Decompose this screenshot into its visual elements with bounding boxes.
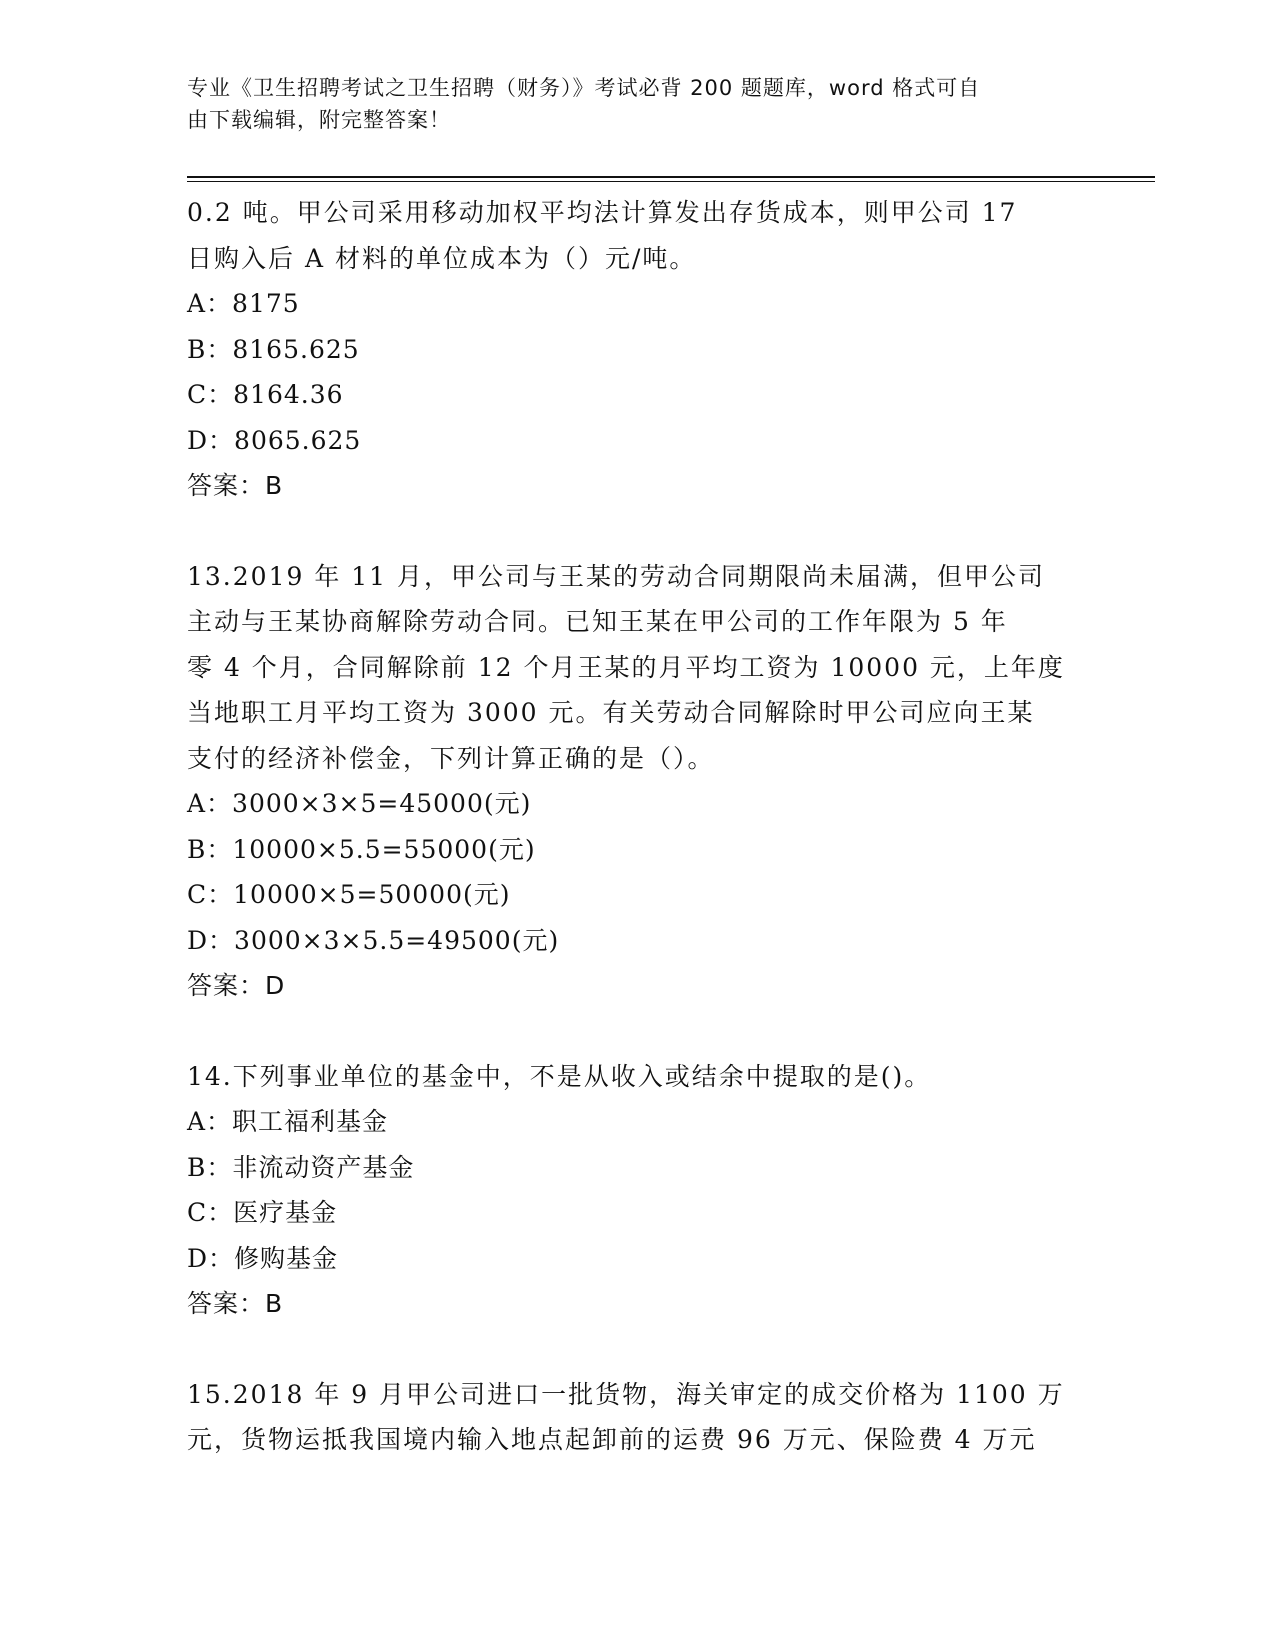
option-b: B：非流动资产基金 bbox=[187, 1152, 415, 1182]
header-line-1: 专业《卫生招聘考试之卫生招聘（财务）》考试必背 200 题题库，word 格式可自 bbox=[187, 76, 981, 100]
question-14 bbox=[187, 1054, 1087, 1327]
question-text-line: 支付的经济补偿金，下列计算正确的是（）。 bbox=[187, 743, 715, 773]
question-12 bbox=[187, 190, 1087, 509]
question-text-line: 日购入后 A 材料的单位成本为（）元/吨。 bbox=[187, 243, 697, 273]
option-c: C：8164.36 bbox=[187, 380, 344, 409]
header-divider-thick bbox=[187, 176, 1155, 178]
answer: 答案：B bbox=[187, 1289, 284, 1318]
option-a: A：职工福利基金 bbox=[187, 1107, 389, 1136]
answer: 答案：B bbox=[187, 471, 284, 500]
option-c: C：10000×5=50000(元) bbox=[187, 880, 511, 909]
question-text-line: 13.2019 年 11 月，甲公司与王某的劳动合同期限尚未届满，但甲公司 bbox=[187, 561, 1046, 591]
spacer bbox=[187, 1009, 1087, 1054]
document-header bbox=[187, 72, 1067, 136]
question-text-line: 元，货物运抵我国境内输入地点起卸前的运费 96 万元、保险费 4 万元 bbox=[187, 1425, 1037, 1454]
option-a: A：8175 bbox=[187, 289, 300, 318]
option-d: D：修购基金 bbox=[187, 1243, 339, 1273]
answer: 答案：D bbox=[187, 971, 286, 1000]
option-b: B：10000×5.5=55000(元) bbox=[187, 834, 536, 864]
option-d: D：8065.625 bbox=[187, 425, 362, 455]
question-text-line: 零 4 个月，合同解除前 12 个月王某的月平均工资为 10000 元，上年度 bbox=[187, 652, 1065, 682]
question-text-line: 当地职工月平均工资为 3000 元。有关劳动合同解除时甲公司应向王某 bbox=[187, 698, 1035, 727]
question-text-line: 15.2018 年 9 月甲公司进口一批货物，海关审定的成交价格为 1100 万 bbox=[187, 1379, 1065, 1409]
option-c: C：医疗基金 bbox=[187, 1198, 338, 1227]
option-d: D：3000×3×5.5=49500(元) bbox=[187, 925, 560, 955]
option-b: B：8165.625 bbox=[187, 334, 360, 364]
question-text-line: 0.2 吨。甲公司采用移动加权平均法计算发出存货成本，则甲公司 17 bbox=[187, 198, 1018, 227]
question-text-line: 主动与王某协商解除劳动合同。已知王某在甲公司的工作年限为 5 年 bbox=[187, 607, 1008, 636]
question-15 bbox=[187, 1372, 1087, 1463]
option-a: A：3000×3×5=45000(元) bbox=[187, 789, 532, 818]
spacer bbox=[187, 1327, 1087, 1372]
spacer bbox=[187, 509, 1087, 554]
question-13 bbox=[187, 554, 1087, 1009]
header-divider-thin bbox=[187, 181, 1155, 182]
question-text-line: 14.下列事业单位的基金中，不是从收入或结余中提取的是()。 bbox=[187, 1061, 932, 1091]
header-line-2: 由下载编辑，附完整答案！ bbox=[187, 108, 451, 132]
question-list bbox=[187, 190, 1087, 1463]
